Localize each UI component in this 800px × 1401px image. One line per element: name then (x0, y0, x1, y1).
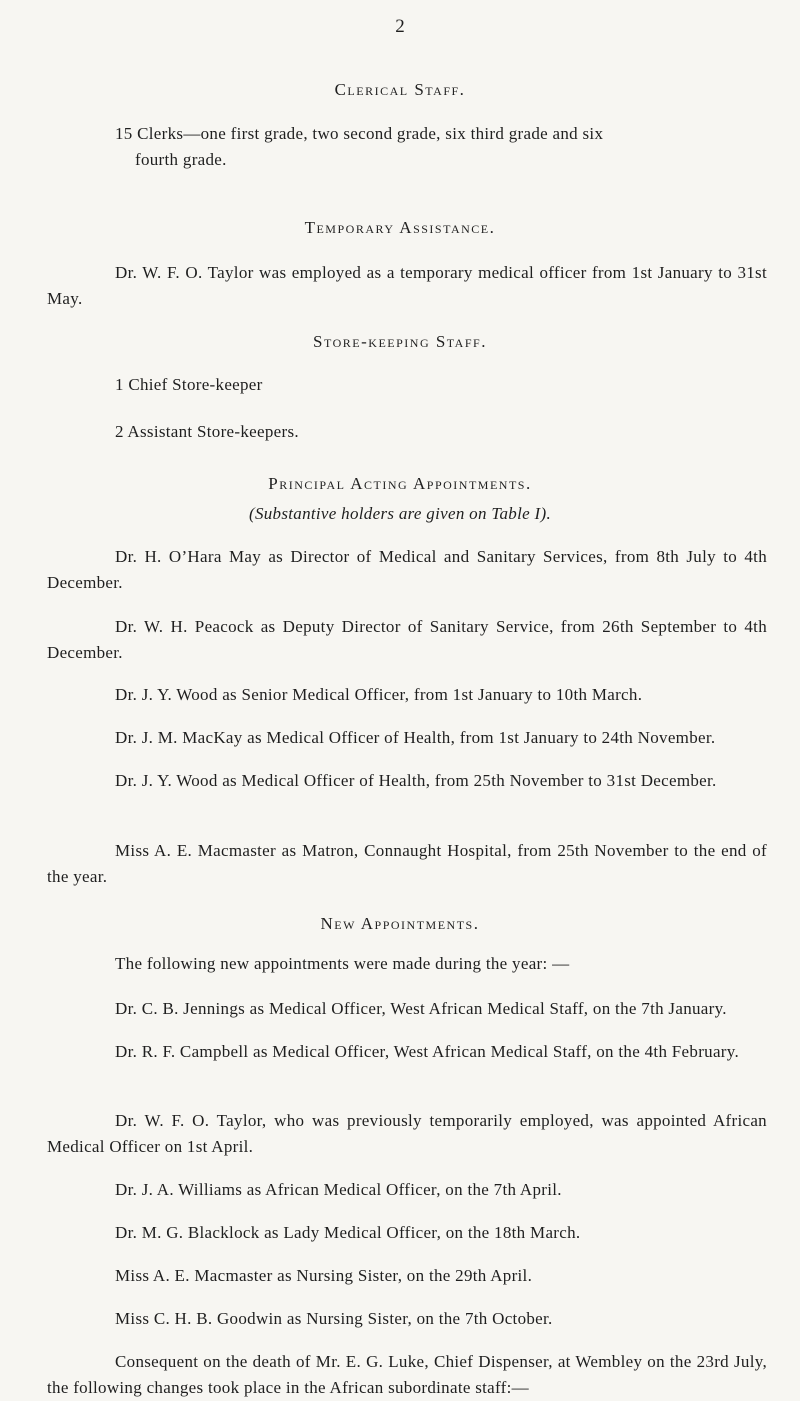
principal-paragraph: Dr. J. M. MacKay as Medical Officer of Health, from 1st January to 24th November. (115, 728, 716, 747)
principal-paragraph: Dr. J. Y. Wood as Senior Medical Officer, from 1st January to 10th March. (115, 685, 643, 704)
new-appointment-paragraph: Dr. W. F. O. Taylor, who was previously temporarily employed, was appointed African Medical Officer on 1st April. (47, 1111, 767, 1156)
principal-paragraph: Dr. J. Y. Wood as Medical Officer of Health, from 25th November to 31st December. (115, 771, 717, 790)
new-appointment-paragraph: Dr. R. F. Campbell as Medical Officer, West African Medical Staff, on the 4th February. (115, 1042, 740, 1061)
clerical-staff-heading: Clerical Staff. (334, 80, 466, 99)
principal-acting-note: (Substantive holders are given on Table I). (248, 504, 552, 523)
store-keeping-heading: Store-keeping Staff. (313, 332, 487, 351)
new-appointments-heading: New Appointments. (320, 914, 480, 933)
page-number: 2 (395, 16, 405, 37)
temporary-assistance-paragraph: Dr. W. F. O. Taylor was employed as a temporary medical officer from 1st January to 31st May. (47, 263, 767, 308)
principal-paragraph: Dr. W. H. Peacock as Deputy Director of Sanitary Service, from 26th September to 4th December. (47, 617, 767, 662)
principal-paragraph: Miss A. E. Macmaster as Matron, Connaught Hospital, from 25th November to the end of the year. (47, 841, 767, 886)
new-appointment-paragraph: Miss C. H. B. Goodwin as Nursing Sister, on the 7th October. (115, 1309, 553, 1328)
principal-acting-heading: Principal Acting Appointments. (268, 474, 532, 493)
store-item: 1 Chief Store-keeper (115, 375, 263, 394)
temporary-assistance-heading: Temporary Assistance. (304, 218, 496, 237)
clerical-line-1: 15 Clerks—one first grade, two second grade, six third grade and six (115, 124, 604, 143)
clerical-line-2: fourth grade. (135, 150, 227, 169)
new-appointment-paragraph: Dr. C. B. Jennings as Medical Officer, West African Medical Staff, on the 7th January. (115, 999, 727, 1018)
new-appointment-paragraph: Miss A. E. Macmaster as Nursing Sister, on the 29th April. (115, 1266, 533, 1285)
new-appointments-intro: The following new appointments were made during the year: — (115, 954, 570, 973)
new-appointment-paragraph: Dr. M. G. Blacklock as Lady Medical Officer, on the 18th March. (115, 1223, 581, 1242)
store-item: 2 Assistant Store-keepers. (115, 422, 299, 441)
new-appointment-paragraph: Consequent on the death of Mr. E. G. Luke, Chief Dispenser, at Wembley on the 23rd July, the following changes took place in the African subordinate staff:— (47, 1352, 767, 1397)
new-appointment-paragraph: Dr. J. A. Williams as African Medical Officer, on the 7th April. (115, 1180, 562, 1199)
principal-paragraph: Dr. H. O’Hara May as Director of Medical and Sanitary Services, from 8th July to 4th December. (47, 547, 767, 592)
